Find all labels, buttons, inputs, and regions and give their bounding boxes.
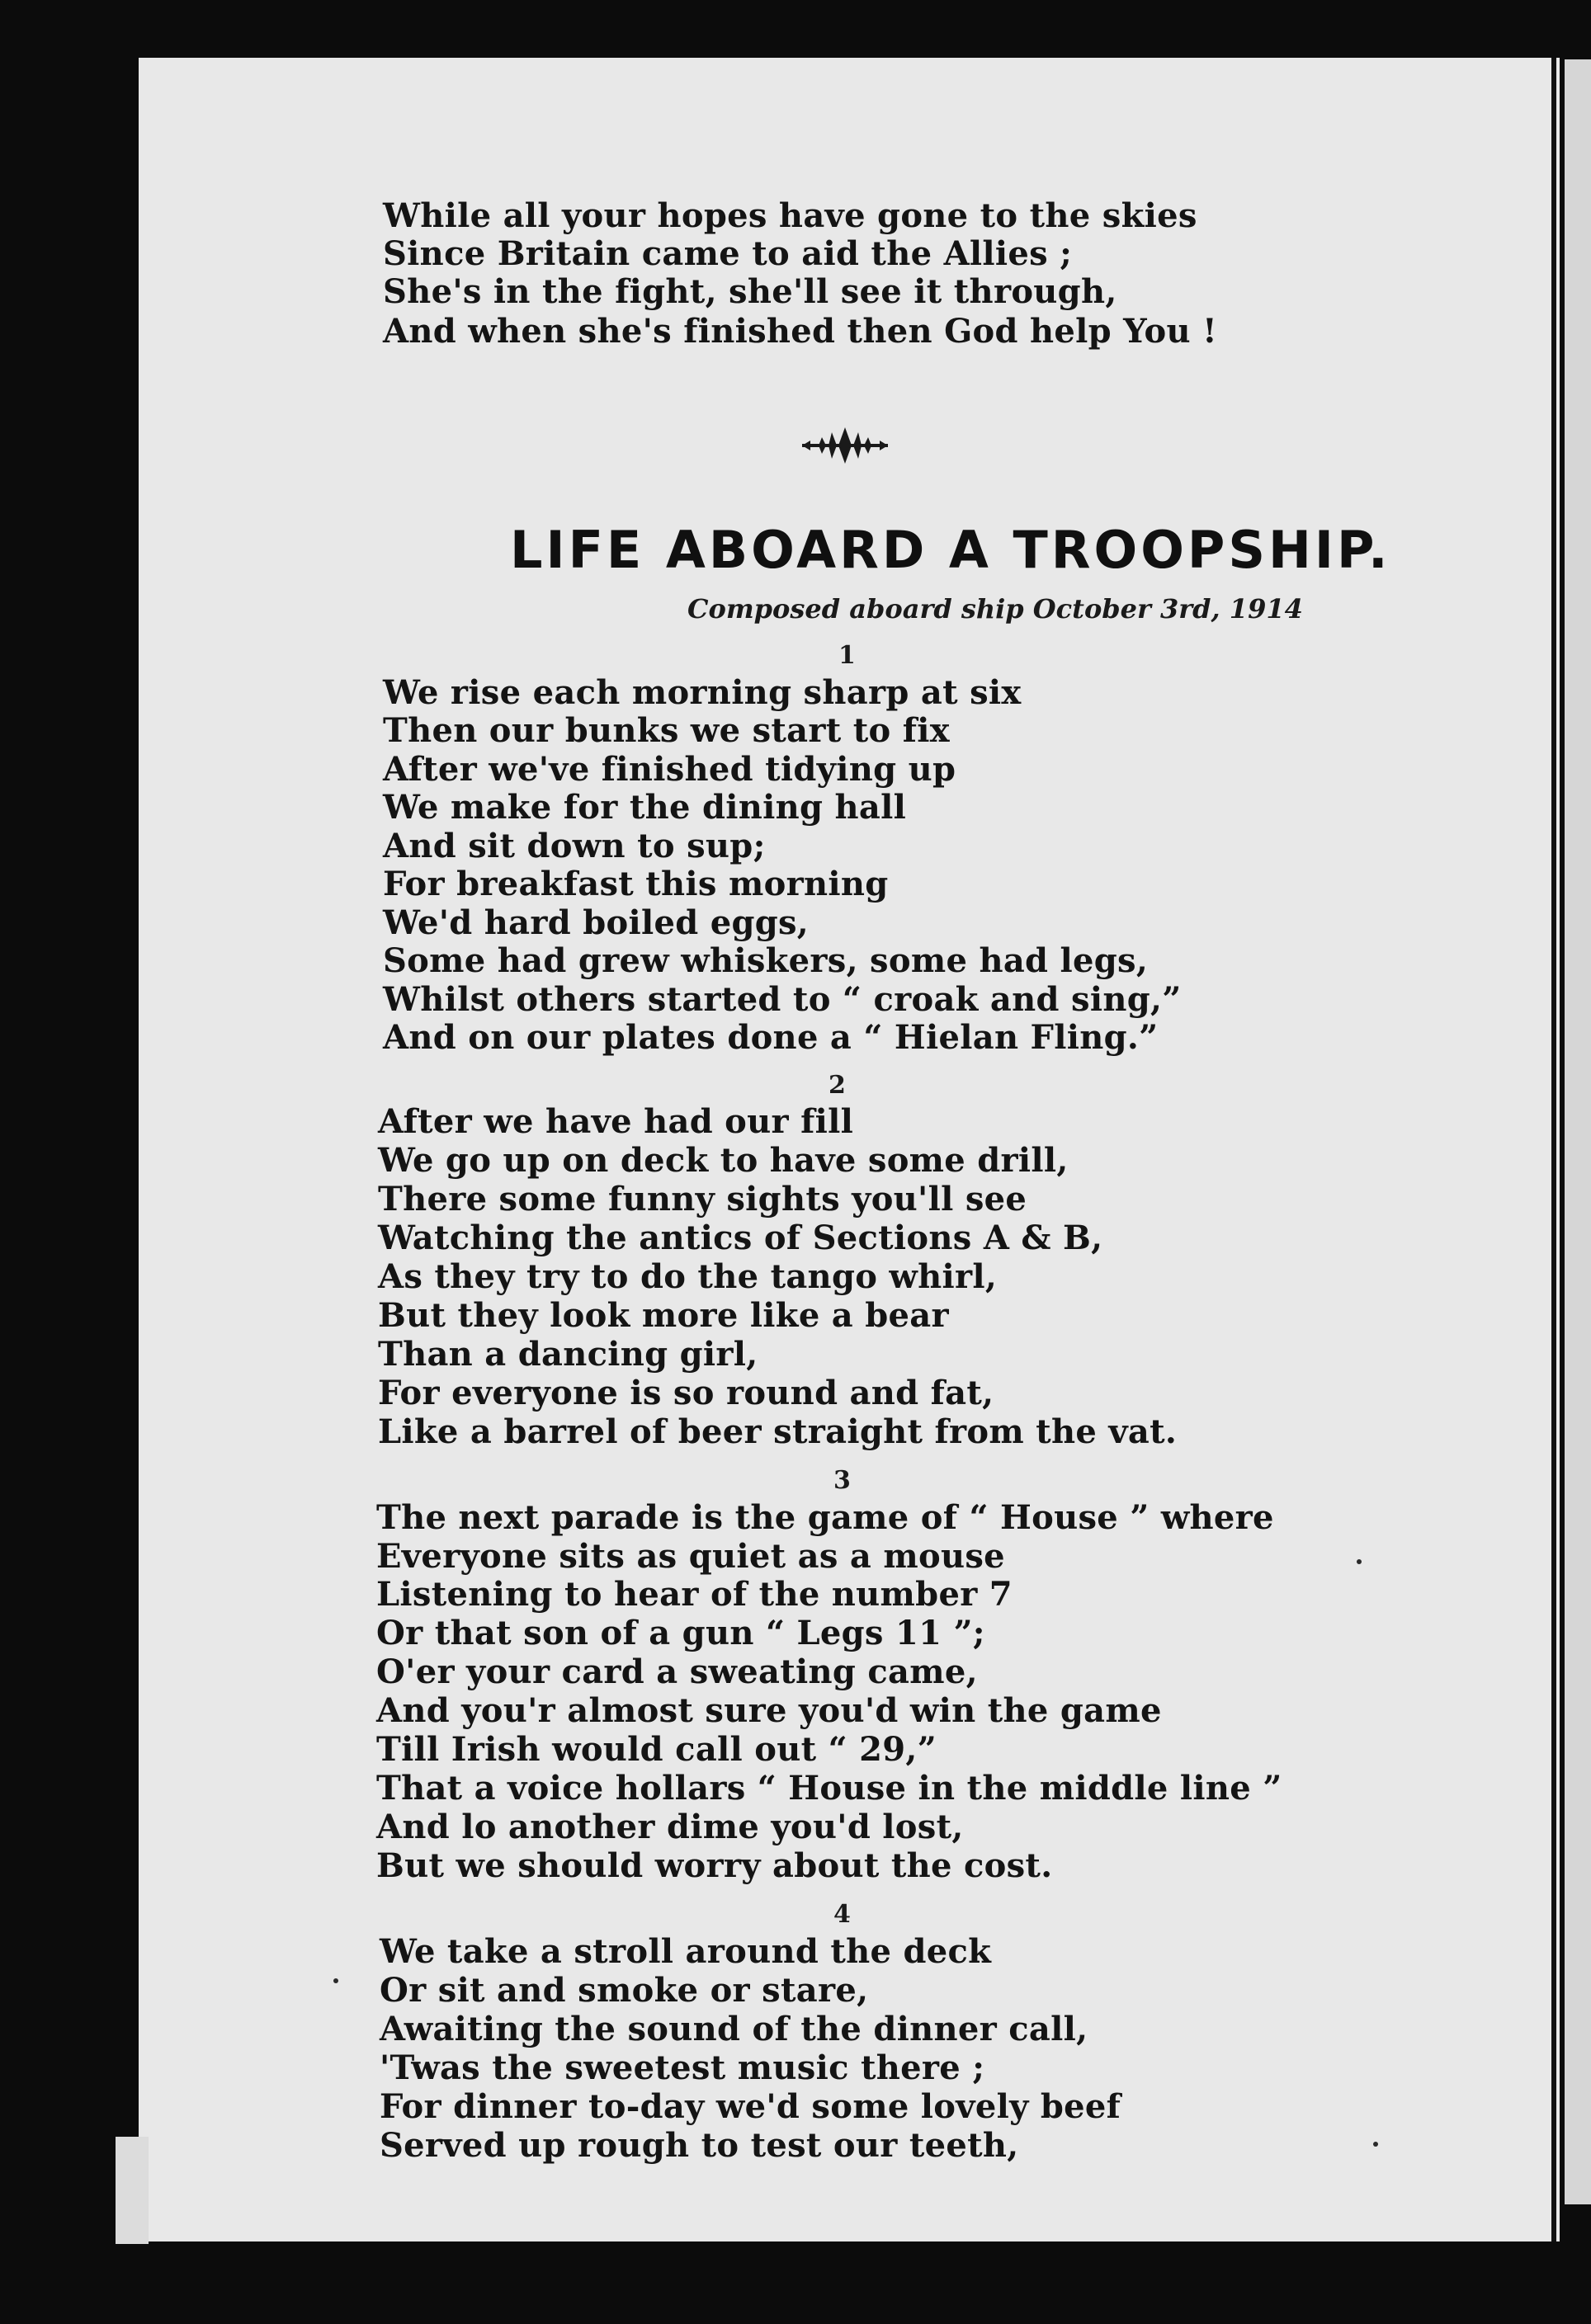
ornament-divider <box>796 421 895 470</box>
intro-line: Since Britain came to aid the Allies ; <box>383 234 1073 273</box>
verse-line: O'er your card a sweating came, <box>376 1652 978 1691</box>
verse-line: For everyone is so round and fat, <box>378 1374 994 1412</box>
scan-speck <box>1357 1559 1362 1564</box>
facing-page-edge <box>1565 59 1591 2204</box>
verse-line: And lo another dime you'd lost, <box>376 1808 964 1846</box>
verse-line: Than a dancing girl, <box>378 1335 758 1374</box>
verse-line: For dinner to-day we'd some lovely beef <box>380 2087 1121 2126</box>
poem-subtitle: Composed aboard ship October 3rd, 1914 <box>687 593 1303 625</box>
verse-line: Awaiting the sound of the dinner call, <box>380 2010 1088 2048</box>
verse-number: 3 <box>833 1466 851 1495</box>
verse-line: For breakfast this morning <box>383 865 889 903</box>
verse-line: Served up rough to test our teeth, <box>380 2126 1019 2165</box>
scan-speck <box>333 1978 338 1983</box>
verse-line: We rise each morning sharp at six <box>383 673 1022 712</box>
scan-speck <box>1373 2142 1378 2147</box>
paper-edge <box>116 2137 149 2244</box>
verse-line: Or sit and smoke or stare, <box>380 1971 869 2010</box>
intro-line: She's in the fight, she'll see it through, <box>383 272 1117 311</box>
verse-line: There some funny sights you'll see <box>378 1180 1027 1219</box>
verse-line: But we should worry about the cost. <box>376 1846 1053 1885</box>
verse-line: After we have had our fill <box>378 1102 854 1141</box>
verse-line: We make for the dining hall <box>383 788 907 827</box>
verse-line: We'd hard boiled eggs, <box>383 903 810 942</box>
verse-line: Listening to hear of the number 7 <box>376 1575 1013 1614</box>
verse-line: Till Irish would call out “ 29,” <box>376 1730 937 1769</box>
verse-line: 'Twas the sweetest music there ; <box>380 2048 985 2087</box>
poem-title: LIFE ABOARD A TROOPSHIP. <box>510 520 1391 580</box>
page-fold-line <box>1551 58 1556 2242</box>
verse-line: We take a stroll around the deck <box>380 1932 992 1971</box>
verse-line: That a voice hollars “ House in the middle line ” <box>376 1769 1282 1808</box>
verse-line: But they look more like a bear <box>378 1296 949 1335</box>
verse-line: Everyone sits as quiet as a mouse <box>376 1537 1005 1576</box>
verse-line: Like a barrel of beer straight from the vat. <box>378 1412 1178 1451</box>
verse-line: And on our plates done a “ Hielan Fling.” <box>383 1018 1159 1057</box>
verse-line: Whilst others started to “ croak and sing,” <box>383 980 1182 1019</box>
verse-line: As they try to do the tango whirl, <box>378 1257 998 1296</box>
verse-line: After we've finished tidying up <box>383 750 956 789</box>
verse-line: And you'r almost sure you'd win the game <box>376 1691 1162 1730</box>
verse-line: Some had grew whiskers, some had legs, <box>383 941 1149 980</box>
intro-line: And when she's finished then God help You ! <box>383 312 1217 351</box>
verse-line: And sit down to sup; <box>383 827 766 865</box>
verse-line: Then our bunks we start to fix <box>383 711 950 750</box>
verse-number: 1 <box>838 641 856 670</box>
verse-line: The next parade is the game of “ House ” where <box>376 1498 1274 1537</box>
verse-line: We go up on deck to have some drill, <box>378 1141 1069 1180</box>
intro-line: While all your hopes have gone to the skies <box>383 196 1197 235</box>
verse-number: 4 <box>833 1900 851 1929</box>
verse-line: Watching the antics of Sections A & B, <box>378 1219 1103 1257</box>
verse-line: Or that son of a gun “ Legs 11 ”; <box>376 1614 985 1652</box>
verse-number: 2 <box>829 1071 846 1100</box>
